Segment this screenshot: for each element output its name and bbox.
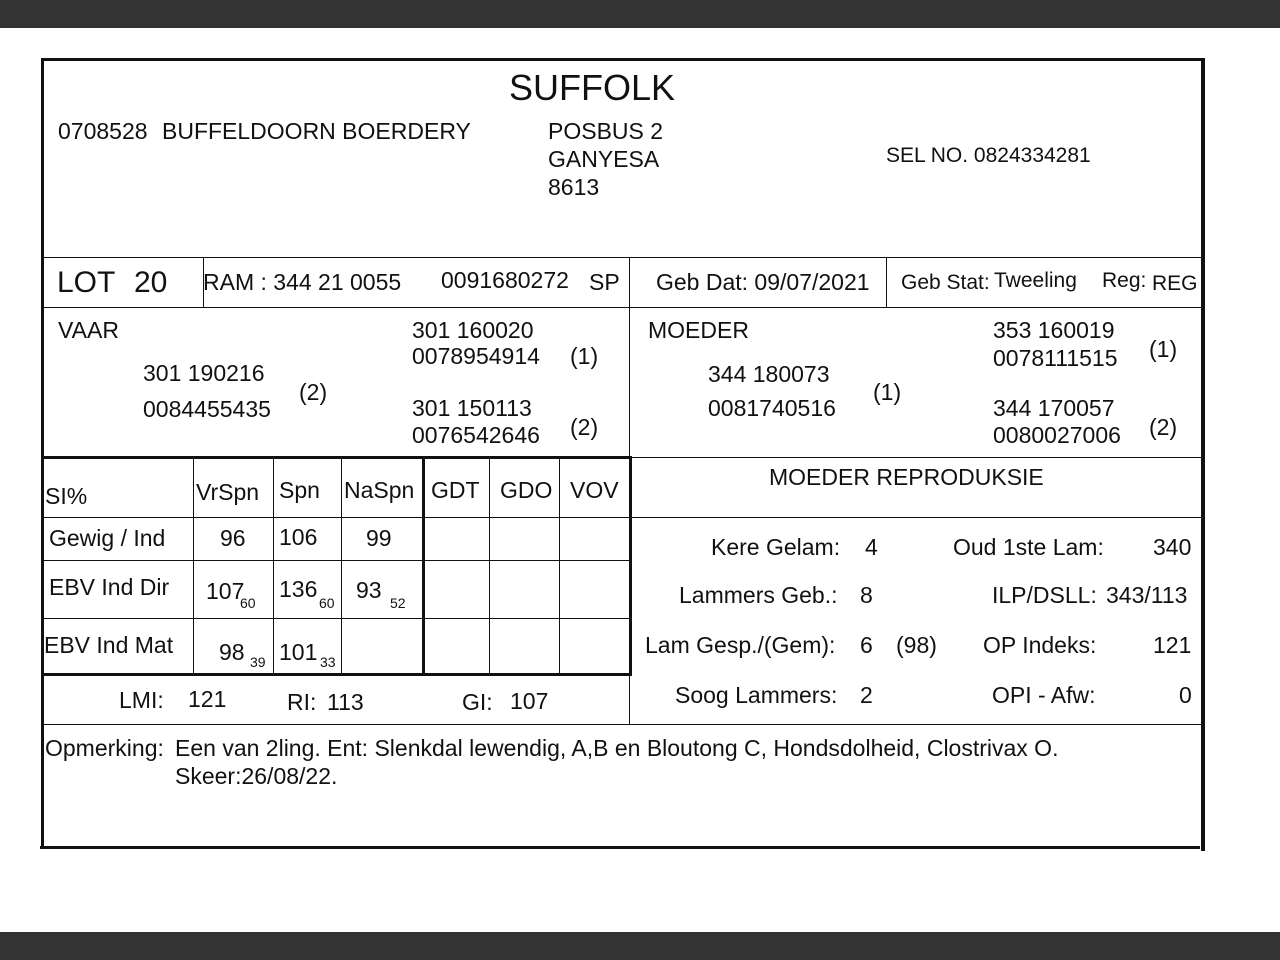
rule-table-bottom bbox=[44, 673, 632, 676]
first-lamb-age-value: 340 bbox=[1153, 534, 1192, 560]
breeder-name: BUFFELDOORN BOERDERY bbox=[162, 118, 471, 144]
cell-dir-spn-accuracy: 60 bbox=[319, 595, 335, 611]
remarks-label: Opmerking: bbox=[45, 735, 164, 761]
header-gdo: GDO bbox=[500, 477, 553, 503]
lot-number: 20 bbox=[134, 266, 168, 299]
rule-row1 bbox=[44, 560, 632, 561]
opi-deviation-value: 0 bbox=[1179, 682, 1192, 708]
sire-sire-number: 0078954914 bbox=[412, 343, 540, 369]
dam-number: 0081740516 bbox=[708, 395, 836, 421]
dam-mark: (1) bbox=[873, 379, 902, 405]
vrule-index bbox=[629, 675, 630, 725]
sire-dam-mark: (2) bbox=[570, 414, 599, 440]
dam-sire-mark: (1) bbox=[1149, 336, 1178, 362]
first-lamb-age-label: Oud 1ste Lam: bbox=[953, 534, 1104, 560]
rule-lot bbox=[44, 307, 1201, 308]
frame-bottom bbox=[40, 846, 1200, 849]
sire-id: 301 190216 bbox=[143, 360, 265, 386]
lmi-label: LMI: bbox=[119, 687, 164, 713]
vcol-7 bbox=[629, 458, 632, 675]
header-spn: Spn bbox=[279, 477, 320, 503]
sire-dam-id: 301 150113 bbox=[412, 395, 532, 421]
animal-id: 0091680272 bbox=[441, 267, 569, 293]
vcol-1 bbox=[193, 458, 194, 675]
cell-dir-spn: 136 bbox=[279, 576, 318, 602]
row-label-gewig: Gewig / Ind bbox=[49, 525, 166, 551]
sire-sire-mark: (1) bbox=[570, 343, 599, 369]
dam-label: MOEDER bbox=[648, 317, 749, 343]
ilp-value: 343/113 bbox=[1106, 582, 1188, 608]
sire-label: VAAR bbox=[58, 317, 119, 343]
sire-mark: (2) bbox=[299, 379, 328, 405]
lambs-weaned-label: Lam Gesp./(Gem): bbox=[645, 632, 836, 658]
remarks-line-1: Een van 2ling. Ent: Slenkdal lewendig, A,B en Bloutong C, Hondsdolheid, Clostrivax O. bbox=[175, 735, 1059, 761]
vcol-5 bbox=[489, 458, 490, 675]
lambs-weaned-value: 6 bbox=[860, 632, 873, 658]
frame-top bbox=[41, 58, 1204, 61]
dam-dam-mark: (2) bbox=[1149, 414, 1178, 440]
vrule-middle-top bbox=[629, 257, 630, 457]
birth-date: Geb Dat: 09/07/2021 bbox=[656, 269, 870, 295]
cell-mat-vrspn-accuracy: 39 bbox=[250, 654, 266, 670]
table-corner-label: SI% bbox=[45, 483, 88, 509]
gi-value: 107 bbox=[510, 688, 549, 714]
cell-mat-spn-accuracy: 33 bbox=[320, 654, 336, 670]
cell-dir-vrspn-accuracy: 60 bbox=[240, 595, 256, 611]
suckling-lambs-label: Soog Lammers: bbox=[675, 682, 838, 708]
cell-gewig-vrspn: 96 bbox=[220, 525, 246, 551]
rule-repro-top bbox=[632, 457, 1201, 458]
cell-dir-vrspn: 107 bbox=[206, 578, 245, 604]
vcol-6 bbox=[559, 458, 560, 675]
breed-title: SUFFOLK bbox=[509, 67, 676, 108]
cell-gewig-spn: 106 bbox=[279, 524, 318, 550]
dam-dam-number: 0080027006 bbox=[993, 422, 1121, 448]
dam-id: 344 180073 bbox=[708, 361, 830, 387]
lmi-value: 121 bbox=[188, 686, 227, 712]
rule-row2 bbox=[44, 618, 632, 619]
breeder-number: 0708528 bbox=[58, 118, 148, 144]
reg-value: REG bbox=[1152, 272, 1198, 295]
rule-table-top bbox=[44, 456, 632, 459]
times-lambed-value: 4 bbox=[865, 534, 878, 560]
cell-mat-vrspn: 98 bbox=[219, 639, 245, 665]
sire-sire-id: 301 160020 bbox=[412, 317, 534, 343]
cell-gewig-naspn: 99 bbox=[366, 525, 392, 551]
dam-sire-number: 0078111515 bbox=[993, 345, 1118, 371]
address-line-2: GANYESA bbox=[548, 146, 660, 172]
row-label-ebv-mat: EBV Ind Mat bbox=[44, 632, 174, 658]
ri-value: 113 bbox=[327, 689, 364, 715]
address-line-1: POSBUS 2 bbox=[548, 118, 664, 144]
lambs-born-label: Lammers Geb.: bbox=[679, 582, 838, 608]
vcol-2 bbox=[273, 458, 274, 675]
remarks-line-2: Skeer:26/08/22. bbox=[175, 763, 338, 789]
frame-left bbox=[41, 58, 44, 849]
lot-label: LOT bbox=[57, 266, 116, 299]
cell-mat-spn: 101 bbox=[279, 639, 318, 665]
ilp-label: ILP/DSLL: bbox=[992, 582, 1097, 608]
suckling-lambs-value: 2 bbox=[860, 682, 873, 708]
rule-repro-head bbox=[632, 517, 1201, 518]
header-vrspn: VrSpn bbox=[196, 479, 260, 505]
times-lambed-label: Kere Gelam: bbox=[711, 534, 841, 560]
vrule-date bbox=[886, 257, 887, 307]
row-label-ebv-dir: EBV Ind Dir bbox=[49, 574, 170, 600]
dam-sire-id: 353 160019 bbox=[993, 317, 1115, 343]
rule-table-head bbox=[44, 517, 632, 518]
reproduction-title: MOEDER REPRODUKSIE bbox=[769, 464, 1044, 490]
sire-dam-number: 0076542646 bbox=[412, 422, 540, 448]
cell-dir-naspn-accuracy: 52 bbox=[390, 595, 406, 611]
bottom-bar bbox=[0, 932, 1280, 960]
header-gdt: GDT bbox=[431, 477, 480, 503]
vcol-3 bbox=[341, 458, 342, 675]
breed-code: SP bbox=[589, 269, 620, 295]
dam-dam-id: 344 170057 bbox=[993, 395, 1115, 421]
lambs-weaned-average: (98) bbox=[896, 632, 937, 658]
ri-label: RI: bbox=[287, 689, 317, 715]
gi-label: GI: bbox=[462, 689, 493, 715]
op-index-label: OP Indeks: bbox=[983, 632, 1097, 658]
rule-remarks bbox=[44, 724, 1201, 725]
address-line-3: 8613 bbox=[548, 174, 600, 200]
vcol-4 bbox=[422, 458, 425, 675]
cell-dir-naspn: 93 bbox=[356, 577, 382, 603]
phone-number: SEL NO. 0824334281 bbox=[886, 144, 1091, 167]
frame-right bbox=[1201, 58, 1205, 851]
header-vov: VOV bbox=[570, 477, 619, 503]
birth-status: Tweeling bbox=[994, 269, 1077, 292]
reg-label: Reg: bbox=[1102, 269, 1147, 292]
opi-deviation-label: OPI - Afw: bbox=[992, 682, 1096, 708]
op-index-value: 121 bbox=[1153, 632, 1192, 658]
top-bar bbox=[0, 0, 1280, 28]
rule-header bbox=[44, 257, 1201, 258]
lambs-born-value: 8 bbox=[860, 582, 873, 608]
ram-id: RAM : 344 21 0055 bbox=[203, 269, 402, 295]
birth-status-label: Geb Stat: bbox=[901, 271, 990, 294]
header-naspn: NaSpn bbox=[344, 477, 415, 503]
sire-number: 0084455435 bbox=[143, 396, 271, 422]
